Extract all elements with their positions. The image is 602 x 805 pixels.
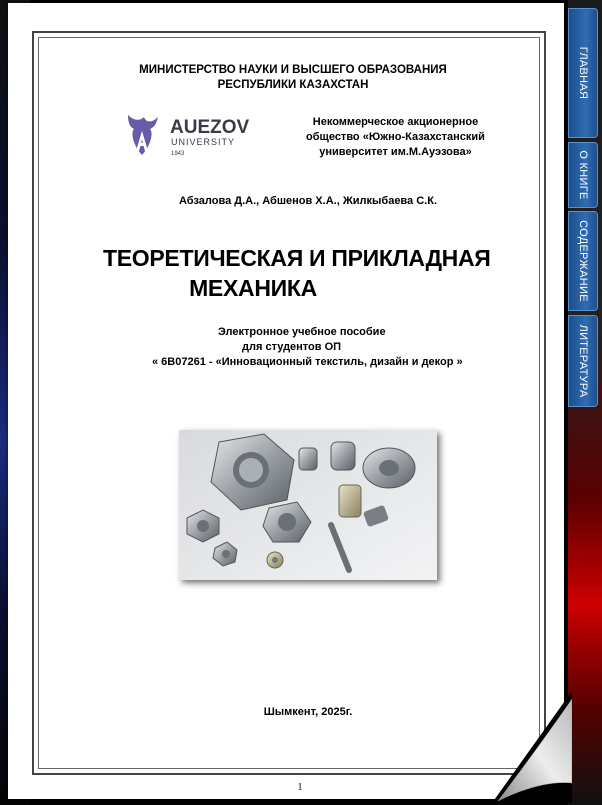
city-year: Шымкент, 2025г.: [263, 706, 353, 718]
page-curl-icon[interactable]: [492, 691, 572, 803]
org-line-2: общество «Южно-Казахстанский: [306, 131, 485, 143]
book-title: [103, 243, 523, 303]
tab-about-book-label: О КНИГЕ: [577, 150, 589, 200]
ministry-line-1: МИНИСТЕРСТВО НАУКИ И ВЫСШЕГО ОБРАЗОВАНИЯ: [139, 64, 447, 76]
tab-home-label: ГЛАВНАЯ: [577, 46, 589, 100]
logo-year: 1943: [171, 151, 185, 157]
page-number: 1: [297, 782, 303, 793]
nuts-and-bolts-photo: [179, 430, 437, 580]
logo-name: AUEZOV: [170, 117, 250, 138]
tab-contents[interactable]: [568, 211, 598, 311]
auezov-emblem-icon: [120, 111, 265, 161]
tab-literature-label: ЛИТЕРАТУРА: [577, 324, 589, 398]
desc-line-2: для студентов ОП: [242, 341, 342, 353]
book-page: [8, 3, 564, 799]
org-line-3: университет им.М.Ауэзова»: [319, 146, 472, 158]
tab-literature[interactable]: [568, 315, 598, 407]
tab-contents-label: СОДЕРЖАНИЕ: [577, 220, 589, 302]
ministry-header: [118, 63, 468, 93]
authors: Абзалова Д.А., Абшенов Х.А., Жилкыбаева С.К.: [179, 195, 437, 207]
auezov-university-logo: [120, 111, 265, 161]
hardware-icon: [179, 430, 437, 580]
title-line-1: ТЕОРЕТИЧЕСКАЯ И ПРИКЛАДНАЯ: [103, 245, 491, 271]
ministry-line-2: РЕСПУБЛИКИ КАЗАХСТАН: [217, 79, 369, 91]
tab-home[interactable]: [568, 8, 598, 138]
title-line-2: МЕХАНИКА: [189, 275, 317, 301]
book-description: [138, 325, 518, 370]
desc-line-1: Электронное учебное пособие: [218, 326, 386, 338]
org-line-1: Некоммерческое акционерное: [312, 116, 479, 128]
tab-about-book[interactable]: [568, 142, 598, 208]
desc-line-3: « 6В07261 - «Инновационный текстиль, дизайн и декор »: [152, 356, 463, 368]
organization-name: [293, 115, 498, 160]
logo-sub: UNIVERSITY: [171, 137, 236, 147]
